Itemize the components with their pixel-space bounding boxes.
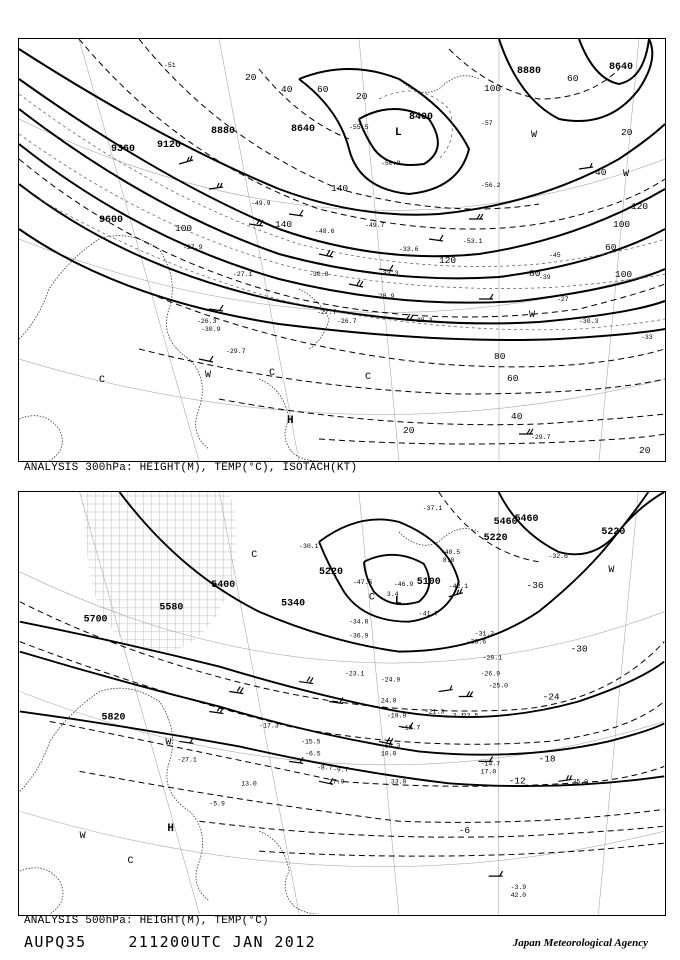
station-label: -33.6 [466, 638, 487, 646]
chart-panel-300hpa [18, 38, 666, 462]
temperature-label: -49.9 [251, 200, 271, 207]
chart-panel-500hpa [18, 491, 666, 916]
temperature-label: -30.9 [201, 326, 221, 333]
isotach-label: 60 [507, 373, 519, 384]
isotherm-label: -6 [458, 825, 471, 837]
isotach-label: 20 [245, 72, 257, 83]
height-label: 5820 [101, 711, 126, 723]
high-pressure-symbol: H [287, 415, 294, 427]
height-label: 5700 [83, 613, 108, 625]
station-label: 35.0 [572, 778, 588, 786]
temperature-label: -53.1 [463, 238, 483, 245]
station-label: -31.2 [474, 630, 495, 638]
station-label: -36.9 [348, 632, 369, 640]
isotach-label: 120 [631, 201, 649, 212]
isotherm-label: -30 [570, 643, 588, 655]
valid-time: 211200UTC JAN 2012 [128, 933, 317, 951]
station-label: 42.0 [510, 892, 527, 900]
cold-symbol: C [368, 591, 375, 603]
height-label: 5220 [319, 565, 343, 577]
isotach-label: 100 [175, 223, 193, 234]
station-label: -25.0 [488, 682, 509, 690]
warm-symbol: W [165, 736, 172, 748]
height-label: 5220 [601, 525, 626, 537]
isotach-label: 80 [494, 351, 506, 362]
isotach-label: 60 [605, 242, 617, 253]
temperature-label: -48.6 [315, 228, 335, 235]
temperature-label: -29.7 [531, 434, 551, 441]
station-label: -16.3 [380, 742, 401, 750]
temperature-label: -45 [549, 252, 561, 259]
station-label: 10.0 [380, 750, 397, 758]
cold-symbol: C [269, 368, 276, 379]
station-label: -26.9 [480, 670, 501, 678]
temperature-label: -33 [641, 334, 653, 341]
temperature-label: -33.6 [399, 246, 419, 253]
isotach-label: 40 [595, 167, 607, 178]
isotach-label: 20 [356, 91, 368, 102]
station-label: -29.1 [482, 654, 503, 662]
isotherm-label: -12 [508, 775, 526, 787]
temperature-label: -56.2 [481, 182, 501, 189]
temperature-label: -26.3 [197, 318, 217, 325]
station-label: 17.0 [480, 768, 497, 776]
station-label: -23.1 [344, 670, 365, 678]
height-label: 9120 [157, 140, 182, 151]
chart-identifier [24, 933, 316, 951]
temperature-label: -49.7 [365, 222, 385, 229]
cold-shading [80, 492, 238, 653]
height-label: 5220 [483, 531, 508, 543]
station-label: 22.5 [462, 712, 479, 720]
station-label: -19.9 [386, 712, 407, 720]
station-label: -30.1 [299, 542, 319, 550]
isotach-label: 120 [439, 255, 457, 266]
station-label: -32.6 [548, 552, 568, 560]
height-label: 5100 [416, 575, 441, 587]
temperature-label: -29.7 [226, 348, 246, 355]
temperature-label: -55.5 [349, 124, 369, 131]
height-label: 8640 [291, 124, 316, 135]
station-label: -18.7 [400, 724, 421, 732]
temperature-label: -26.7 [337, 318, 357, 325]
station-label: -14.7 [480, 760, 501, 768]
height-label: 5340 [281, 597, 306, 609]
isotach-label: 40 [511, 411, 523, 422]
height-label: 5460 [514, 512, 539, 524]
map-500hpa [19, 492, 665, 914]
station-label: 24.0 [380, 697, 397, 705]
station-label: 8.0 [442, 556, 455, 564]
temperature-label: -27.7 [317, 309, 337, 316]
station-label: -42.1 [448, 582, 469, 590]
agency-credit: Japan Meteorological Agency [512, 937, 648, 949]
height-label: 8880 [211, 126, 236, 137]
panel-caption-500hpa: ANALYSIS 500hPa: HEIGHT(M), TEMP(°C) [24, 915, 269, 927]
height-label: 9600 [99, 215, 124, 226]
isotherm-label: -24 [542, 691, 560, 703]
warm-symbol: W [205, 370, 212, 381]
isotach-label: 60 [567, 73, 579, 84]
isotach-label: 40 [281, 84, 293, 95]
temperature-label: -51 [164, 62, 176, 69]
isotach-label: 20 [621, 127, 633, 138]
height-label: 5460 [493, 515, 518, 527]
warm-symbol: W [531, 130, 538, 141]
graticule [19, 39, 665, 461]
temperature-label: -28.3 [413, 317, 433, 324]
temperature-label: -57 [481, 120, 493, 127]
isotach-label: 100 [613, 219, 631, 230]
isotach-label: 80 [529, 268, 541, 279]
station-label: -3.9 [510, 884, 527, 892]
warm-symbol: W [529, 310, 536, 321]
isotach-label: 140 [275, 219, 293, 230]
isotach-label: 100 [615, 269, 633, 280]
station-label: 27.0 [329, 778, 345, 786]
station-label: -6.5 [305, 750, 321, 758]
chart-code: AUPQ35 [24, 933, 87, 951]
station-label: -34.8 [348, 618, 369, 626]
station-label: 33.0 [390, 778, 407, 786]
height-label: 8640 [609, 62, 634, 73]
cold-symbol: C [251, 548, 258, 560]
station-label: -17.3 [259, 722, 279, 730]
height-label: 5400 [211, 578, 236, 590]
low-pressure-symbol: L [394, 595, 402, 608]
isotach-label: 140 [331, 183, 349, 194]
station-label: -40.5 [440, 548, 461, 556]
temperature-label: -39 [539, 274, 551, 281]
warm-symbol: W [623, 169, 630, 180]
station-label: 3.4 [386, 590, 399, 598]
high-pressure-symbol: H [167, 823, 175, 836]
panel-caption-300hpa: ANALYSIS 300hPa: HEIGHT(M), TEMP(°C), ISOTACH(KT) [24, 462, 358, 474]
cold-symbol: C [99, 375, 106, 386]
map-300hpa [19, 39, 665, 461]
height-label: 8880 [517, 66, 542, 77]
temperature-label: -28.9 [375, 293, 395, 300]
station-label: -37.1 [422, 504, 443, 512]
isotach-label: 20 [403, 425, 415, 436]
isotherm-label: -36 [526, 579, 544, 591]
isotach-label: 100 [484, 83, 502, 94]
height-label: 5580 [159, 601, 184, 613]
warm-symbol: W [608, 563, 615, 575]
isotach-label: 60 [317, 84, 329, 95]
station-label: -27.1 [177, 756, 197, 764]
low-pressure-symbol: L [395, 127, 402, 139]
temperature-label: -50.9 [381, 160, 401, 167]
station-label: -15.5 [301, 738, 321, 746]
warm-symbol: W [79, 830, 86, 842]
isotachs [19, 39, 665, 444]
station-label: -8.7 [317, 764, 333, 772]
isotherm-label: -18 [538, 753, 556, 765]
station-label: 2.1 [452, 712, 465, 720]
station-label: -47.5 [352, 578, 373, 586]
station-label: 13.0 [241, 780, 257, 788]
height-label: 9360 [111, 144, 136, 155]
temperature-label: -27 [557, 296, 569, 303]
cold-symbol: C [127, 855, 134, 867]
temperature-label: -30.3 [579, 318, 599, 325]
station-label: -5.9 [209, 800, 225, 808]
isotach-label: 20 [639, 445, 651, 456]
temperature-label: -33.3 [379, 270, 399, 277]
station-label: -41.7 [418, 610, 439, 618]
station-label: -24.9 [380, 676, 401, 684]
wind-barbs [179, 589, 572, 876]
temperature-label: -30.8 [309, 271, 329, 278]
height-label: 8400 [409, 112, 434, 123]
station-label: -9.7 [333, 766, 349, 774]
station-label: -46.9 [393, 580, 414, 588]
temperature-label: -27.1 [233, 271, 253, 278]
temperature-label: -27.9 [183, 244, 203, 251]
station-label: -21.3 [424, 708, 445, 716]
cold-symbol: C [365, 372, 372, 383]
